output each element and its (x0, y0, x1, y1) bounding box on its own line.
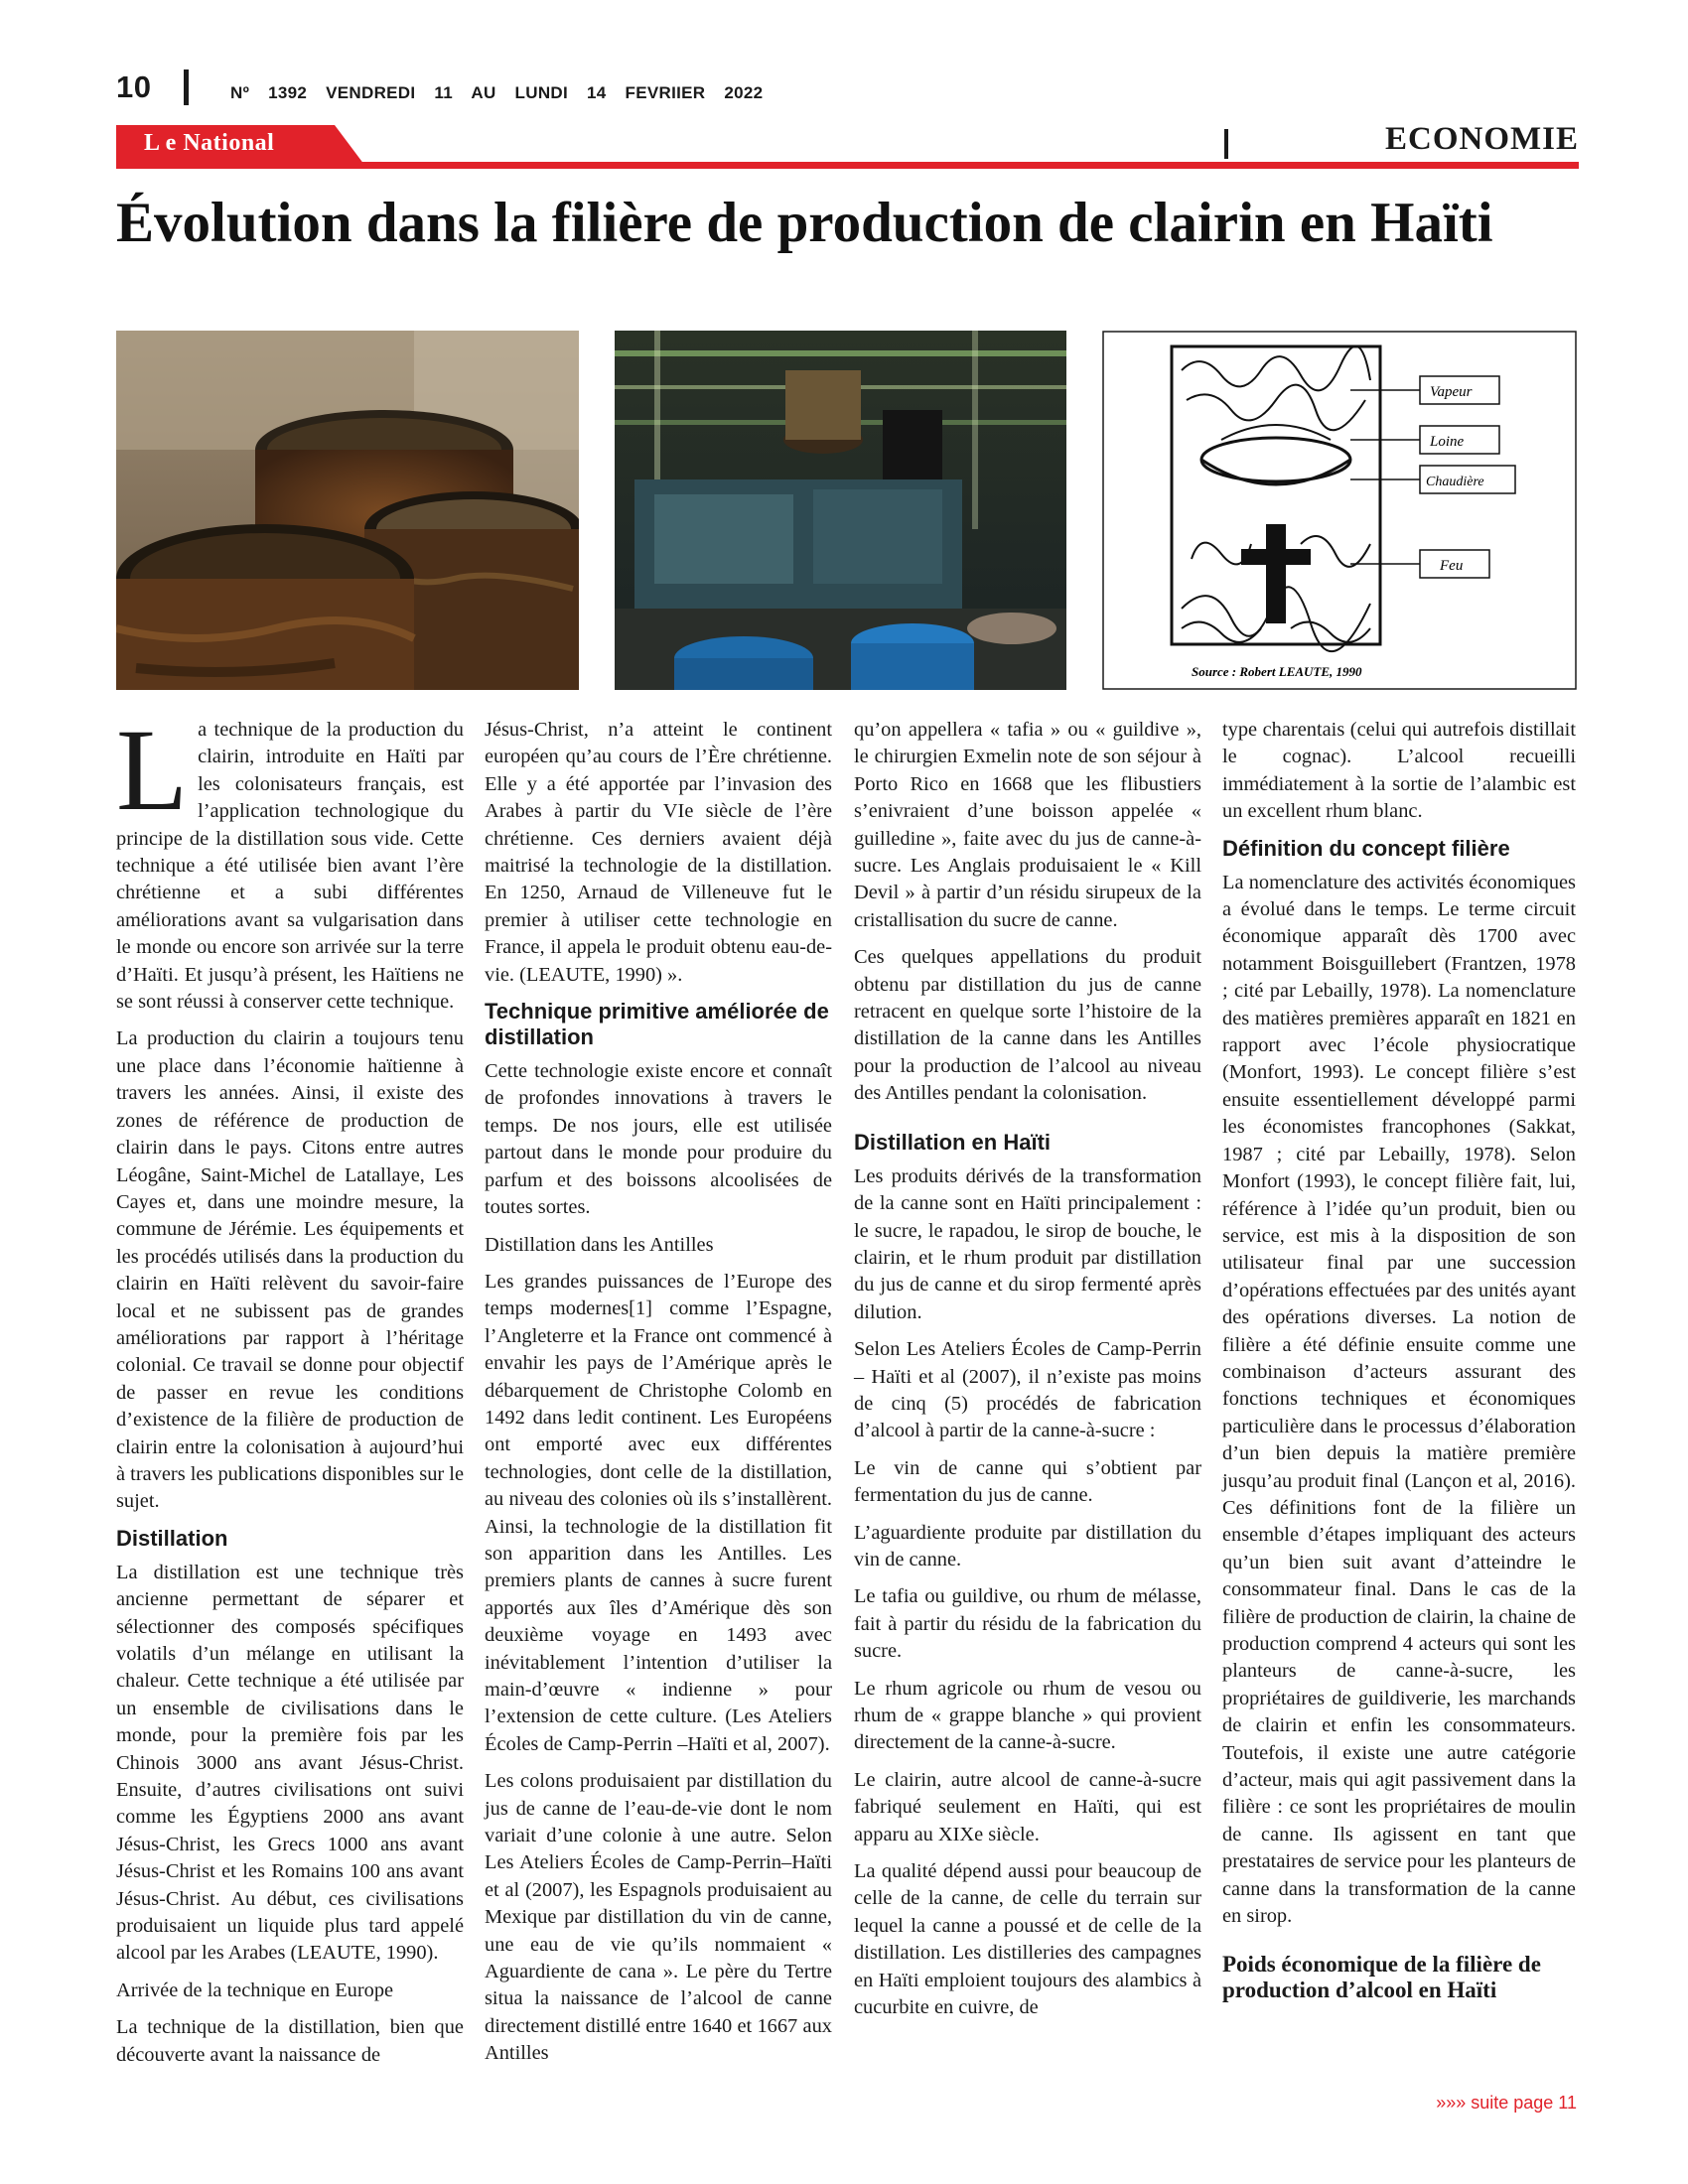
dropcap: L (116, 705, 189, 835)
brand-logo-text: L e National (144, 130, 275, 156)
paragraph: Les produits dérivés de la transformation de la canne sont en Haïti principalement : le sucre, le rapadou, le sirop de bouche, le clairin, et le rhum produit par distillation du jus de canne et du sirop fermenté après dilution. (854, 1164, 1201, 1323)
paragraph: Le clairin, autre alcool de canne-à-sucre fabriqué seulement en Haïti, qui est apparu au XIXe siècle. (854, 1768, 1201, 1845)
section-divider (1224, 129, 1228, 159)
diagram-source: Source : Robert LEAUTE, 1990 (1192, 664, 1362, 679)
continued-link[interactable]: »»» suite page 11 (1436, 2093, 1577, 2113)
paragraph: L’aguardiente produite par distillation du vin de canne. (854, 1521, 1201, 1570)
alembic-diagram (1102, 331, 1577, 690)
paragraph: Le vin de canne qui s’obtient par fermentation du jus de canne. (854, 1456, 1201, 1507)
diagram-label-loine: Loine (1430, 434, 1465, 450)
photo-barrels (116, 331, 579, 690)
paragraph: Le tafia ou guildive, ou rhum de mélasse, fait à partir du résidu de la fabrication du sucre. (854, 1585, 1201, 1663)
subheading-europe: Arrivée de la technique en Europe (116, 1979, 394, 2001)
subheading-distillation: Distillation (116, 1525, 228, 1551)
photo-distillery (615, 331, 1066, 690)
diagram-label-feu: Feu (1440, 558, 1464, 574)
paragraph: Le rhum agricole ou rhum de vesou ou rhum de « grappe blanche » qui provient directement de la canne-à-sucre. (854, 1677, 1201, 1754)
article-headline: Évolution dans la filière de production de clairin en Haïti (116, 192, 1493, 254)
header-rule (116, 162, 1579, 169)
subheading-poids: Poids économique de la filière de production d’alcool en Haïti (1222, 1952, 1541, 2003)
paragraph: Selon Les Ateliers Écoles de Camp-Perrin – Haïti et al (2007), il n’existe pas moins de cinq (5) procédés de fabrication d’alcool à partir de la canne-à-sucre : (854, 1338, 1201, 1442)
lead-paragraph: La technique de la production du clairin, introduite en Haïti par les colonisateurs français, est l’application technologique du principe de la distillation sous vide. Cette technique a été utilisée bien avant l’ère chrétienne et a subi différentes améliorations avant sa vulgarisation dans le monde ou encore son arrivée sur la terre d’Haïti. Et jusqu’à présent, les Haïtiens ne se sont réussi à conserver cette technique. (116, 705, 464, 1014)
subheading-antilles: Distillation dans les Antilles (485, 1233, 714, 1256)
issue-date-line: Nº 1392 VENDREDI 11 AU LUNDI 14 FEVRIIER 2022 (230, 83, 764, 102)
paragraph: type charentais (celui qui autrefois distillait le cognac). L’alcool recueilli immédiatement à la sortie de l’alambic est un excellent rhum blanc. (1222, 719, 1576, 823)
paragraph: Cette technologie existe encore et connaît de profondes innovations à travers le temps. De nos jours, elle est utilisée partout dans le monde pour produire du parfum et des boissons alcoolisées de toutes sortes. (485, 1060, 832, 1219)
paragraph: Les colons produisaient par distillation du jus de canne de l’eau-de-vie dont le nom variait d’une colonie à une autre. Selon Les Ateliers Écoles de Camp-Perrin–Haïti et al (2007), les Espagnols produisaient au Mexique par distillation du vin de canne, une eau de vie qu’ils nommaient « Aguardiente de cana ». Le père du Tertre situa la naissance de l’alcool de canne directement distillé entre 1640 et 1667 aux Antilles (485, 1770, 832, 2065)
paragraph: La production du clairin a toujours tenu une place dans l’économie haïtienne à travers les années. Ainsi, il existe des zones de référence de production de clairin dans le pays. Citons entre autres Léogâne, Saint-Michel de Latallaye, Les Cayes et, dans une moindre mesure, la commune de Jérémie. Les équipements et les procédés utilisés dans la production du clairin en Haïti relèvent du savoir-faire local et ne subissent pas de grandes améliorations par rapport à l’héritage colonial. Ce travail se donne pour objectif de passer en revue les conditions d’existence de la filière de production de clairin entre la colonisation à aujourd’hui à travers les publications disponibles sur le sujet. (116, 1027, 464, 1513)
article-column-2 (485, 717, 832, 2078)
paragraph: La technique de la distillation, bien que découverte avant la naissance de (116, 2016, 464, 2066)
header-divider (184, 69, 189, 105)
paragraph: Jésus-Christ, n’a atteint le continent européen qu’au cours de l’Ère chrétienne. Elle y a été apportée par l’invasion des Arabes à partir du VIe siècle de l’ère chrétienne. Ces derniers avaient déjà maitrisé la technologie de la distillation. En 1250, Arnaud de Villeneuve fut le premier à utiliser cette technologie en France, il appela le produit obtenu eau-de-vie. (LEAUTE, 1990) ». (485, 719, 832, 986)
paragraph: qu’on appellera « tafia » ou « guildive », le chirurgien Exmelin note de son séjour à Porto Rico en 1668 que les flibustiers s’enivraient d’une boisson appelée « guilledine », faite avec du jus de canne-à-sucre. Les Anglais produisaient le « Kill Devil » à partir d’un résidu sirupeux de la cristallisation du sucre de canne. (854, 719, 1201, 931)
paragraph: La distillation est une technique très ancienne permettant de séparer et sélectionner des composés spécifiques volatils d’un mélange en utilisant la chaleur. Cette technique a été utilisée par un ensemble de civilisations dans le monde, pour la première fois par les Chinois 3000 ans avant Jésus-Christ. Ensuite, d’autres civilisations ont suivi comme les Égyptiens 2000 ans avant Jésus-Christ, les Grecs 1000 ans avant Jésus-Christ et les Romains 100 ans avant Jésus-Christ. Au début, ces civilisations produisaient un liquide plus tard appelé alcool par les Arabes (LEAUTE, 1990). (116, 1561, 464, 1965)
paragraph: Ces quelques appellations du produit obtenu par distillation du jus de canne retracent en quelque sorte l’histoire de la distillation de la canne dans les Antilles pour la production de l’alcool au niveau des Antilles pendant la colonisation. (854, 946, 1201, 1105)
paragraph: La nomenclature des activités économiques a évolué dans le temps. Le terme circuit économique apparaît dès 1700 avec notamment Boisguillebert (Frantzen, 1978 ; cité par Lebailly, 1978). La nomenclature des matières premières apparaît en 1821 en rapport avec l’école physiocratique (Monfort, 1993). Le concept filière s’est ensuite essentiellement développé parmi les économistes francophones (Sakkat, 1987 ; cité par Lebailly, 1978). Selon Monfort (1993), le concept filière fait, lui, référence à l’idée qu’un produit, bien ou service, est mis à la disposition de son utilisateur final par une succession d’opérations effectuées par des unités ayant des opérations diverses. La notion de filière a été définie ensuite comme une combinaison d’acteurs assurant des fonctions techniques et économiques particulière dans le processus d’élaboration d’un bien depuis la matière première jusqu’au produit final (Lançon et al, 2016). Ces définitions font de la filière un ensemble d’étapes impliquant des acteurs qu’un bien suit avant d’atteindre le consommateur final. Dans le cas de la filière de production de clairin, la chaine de production comprend 4 acteurs qui sont les planteurs de canne-à-sucre, les propriétaires de guildiverie, les marchands de clairin et enfin les consommateurs. Toutefois, il existe une autre catégorie d’acteur, mais qui agit passivement dans la filière : ce sont les propriétaires de moulin de canne. Ils agissent en tant que prestataires de service pour les planteurs de canne dans la transformation de la canne en sirop. (1222, 871, 1576, 1928)
article-column-4 (1222, 717, 1576, 2011)
diagram-label-chaudiere: Chaudière (1426, 475, 1484, 489)
article-column-1 (116, 705, 464, 2079)
article-column-3 (854, 717, 1201, 2031)
paragraph: Les grandes puissances de l’Europe des temps modernes[1] comme l’Espagne, l’Angleterre et la France ont commencé à envahir les pays de l’Amérique après le débarquement de Christophe Colomb en 1492 dans ledit continent. Les Européens ont emporté avec eux différentes technologies, dont celle de la distillation, au niveau des colonies où ils s’installèrent. Ainsi, la technologie de la distillation fit son apparition dans les Antilles. Les premiers plants de cannes à sucre furent apportés aux îles d’Amérique dès son deuxième voyage en 1493 avec inévitablement l’intention d’utiliser la main-d’œuvre « indienne » pour l’extension de cette culture. (Les Ateliers Écoles de Camp-Perrin –Haïti et al, 2007). (485, 1270, 832, 1755)
subheading-definition: Définition du concept filière (1222, 835, 1510, 861)
subheading-technique: Technique primitive améliorée de distillation (485, 999, 829, 1050)
paragraph: La qualité dépend aussi pour beaucoup de celle de la canne, de celle du terrain sur lequel la canne a poussé et de celle de la distillation. Les distilleries des campagnes en Haïti emploient toujours des alambics à cucurbite en cuivre, de (854, 1860, 1201, 2019)
diagram-label-vapeur: Vapeur (1430, 384, 1473, 400)
subheading-haiti: Distillation en Haïti (854, 1129, 1052, 1155)
section-label: ECONOMIE (1384, 121, 1579, 157)
page-number: 10 (116, 69, 152, 104)
